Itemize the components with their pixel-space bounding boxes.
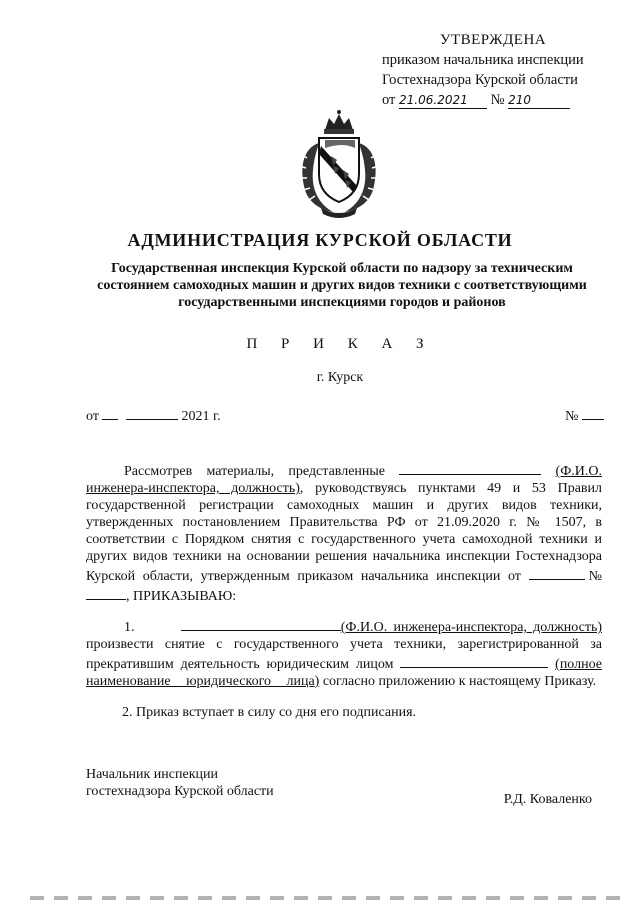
approval-line: Гостехнадзора Курской области — [382, 72, 578, 88]
document-number — [565, 405, 604, 425]
item-text: согласно приложению к настоящему Приказу. — [322, 674, 597, 689]
date-month-blank — [126, 405, 178, 420]
signature-position-line: гостехнадзора Курской области — [86, 784, 274, 799]
org-name-placeholder: (полное наименование юридического лица) — [86, 657, 602, 689]
org-name-blank — [400, 653, 548, 668]
fio-blank — [399, 460, 541, 475]
approval-date-handwritten: 21.06.2021 — [399, 93, 487, 109]
item-fio-placeholder: (Ф.И.О. инженера-инспектора, должность) — [340, 620, 602, 635]
order-number-blank — [86, 585, 126, 600]
approval-block — [382, 30, 604, 110]
approval-number-label: № — [490, 92, 505, 108]
document-date-line — [86, 405, 604, 425]
kursk-coat-of-arms-icon — [289, 108, 389, 218]
approval-date-line — [382, 90, 604, 110]
approval-number-handwritten: 210 — [508, 93, 570, 109]
approval-from-label: от — [382, 92, 396, 108]
approval-heading: УТВЕРЖДЕНА — [439, 32, 547, 48]
signature-name: Р.Д. Коваленко — [503, 792, 592, 807]
item-fio-blank — [181, 616, 341, 631]
date-day-blank — [102, 405, 118, 420]
document-city: г. Курск — [316, 370, 364, 385]
document-type: П Р И К А З — [246, 336, 434, 352]
paragraph-text: , руководствуясь пунктами 49 и 53 Правил государственной регистрации самоходных машин и других видов техники, утвержденных постановлением Правительства РФ от 21.09.2020 г. № 1507, в соответствии с Порядком снятия с государственного учета самоходной техники и других видов техники на основании решения начальника инспекции Гостехнадзора Курской области, утвержденным приказом начальника инспекции от — [86, 481, 603, 584]
fio-placeholder: (Ф.И.О. инженера-инспектора, должность) — [86, 464, 602, 496]
order-number-label: № — [584, 569, 602, 584]
signature-position — [86, 766, 274, 800]
order-item-1 — [86, 616, 602, 690]
document-title: АДМИНИСТРАЦИЯ КУРСКОЙ ОБЛАСТИ — [127, 230, 513, 250]
number-label: № — [565, 409, 579, 424]
scan-artifact-line — [30, 896, 630, 900]
paragraph-text: , ПРИКАЗЫВАЮ: — [126, 589, 237, 604]
item-text: произвести снятие с государственного учета техники, зарегистрированной за прекратившим деятельность юридическим лицом — [86, 637, 602, 672]
number-blank — [582, 405, 604, 420]
date-prefix: от — [86, 409, 99, 424]
paragraph-text: Рассмотрев материалы, представленные — [124, 464, 386, 479]
order-date-blank — [529, 565, 585, 580]
order-item-2: 2. Приказ вступает в силу со дня его подписания. — [122, 705, 417, 720]
document-subtitle: Государственная инспекция Курской области по надзору за техническим состоянием самоходных машин и других видов техники с соответствующими государственными инспекциями городов и районов — [97, 261, 587, 310]
signature-position-line: Начальник инспекции — [86, 767, 218, 782]
item-number: 1. — [124, 620, 135, 635]
body-paragraph-1 — [86, 460, 602, 605]
date-year: 2021 г. — [181, 409, 221, 424]
approval-line: приказом начальника инспекции — [382, 52, 584, 68]
